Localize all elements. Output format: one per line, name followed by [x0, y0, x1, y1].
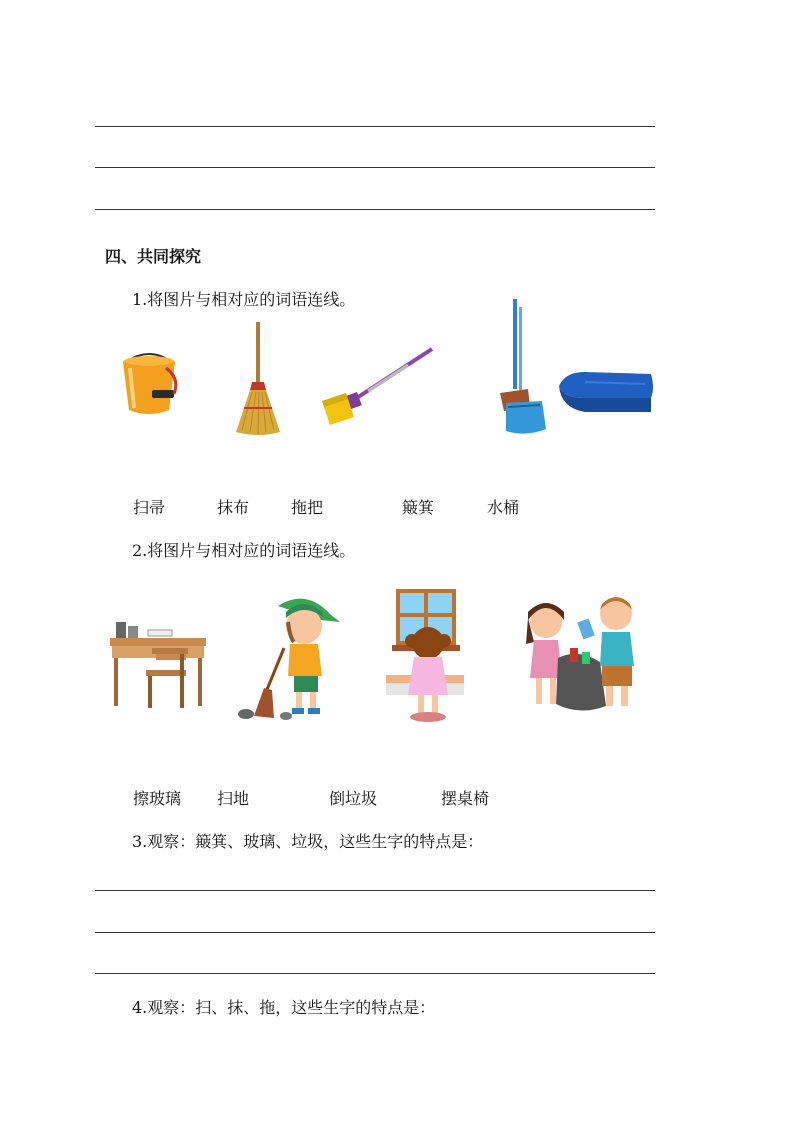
q4-prompt: 4.观察：扫、抹、拖，这些生字的特点是： [132, 998, 436, 1017]
q2-word-2: 扫地 [217, 789, 250, 808]
q3-answer-line-3 [95, 973, 655, 974]
broom-icon [232, 320, 284, 438]
q1-word-5: 水桶 [487, 498, 520, 517]
q1-word-1: 扫帚 [133, 498, 166, 517]
section-title: 四、共同探究 [105, 247, 202, 266]
answer-line-top-3 [95, 209, 655, 210]
q2-word-3: 倒垃圾 [329, 789, 378, 808]
q1-prompt: 1.将图片与相对应的词语连线。 [132, 290, 356, 309]
kids-trash-icon [520, 596, 644, 716]
q2-word-4: 摆桌椅 [441, 789, 490, 808]
q1-word-3: 拖把 [291, 498, 324, 517]
bucket-icon [118, 348, 180, 418]
dustpan-broom-icon [498, 297, 550, 439]
mop-icon [318, 345, 436, 427]
q1-word-2: 抹布 [217, 498, 250, 517]
answer-line-top-1 [95, 126, 655, 127]
q3-prompt: 3.观察：簸箕、玻璃、垃圾，这些生字的特点是： [132, 832, 484, 851]
desk-chair-icon [108, 618, 208, 710]
q2-prompt: 2.将图片与相对应的词语连线。 [132, 541, 356, 560]
answer-line-top-2 [95, 167, 655, 168]
q3-answer-line-1 [95, 890, 655, 891]
q3-answer-line-2 [95, 932, 655, 933]
boy-sweeping-icon [236, 592, 344, 722]
q2-word-1: 擦玻璃 [133, 789, 182, 808]
q1-word-4: 簸箕 [402, 498, 435, 517]
towel-icon [555, 368, 657, 418]
girl-window-icon [384, 587, 466, 723]
